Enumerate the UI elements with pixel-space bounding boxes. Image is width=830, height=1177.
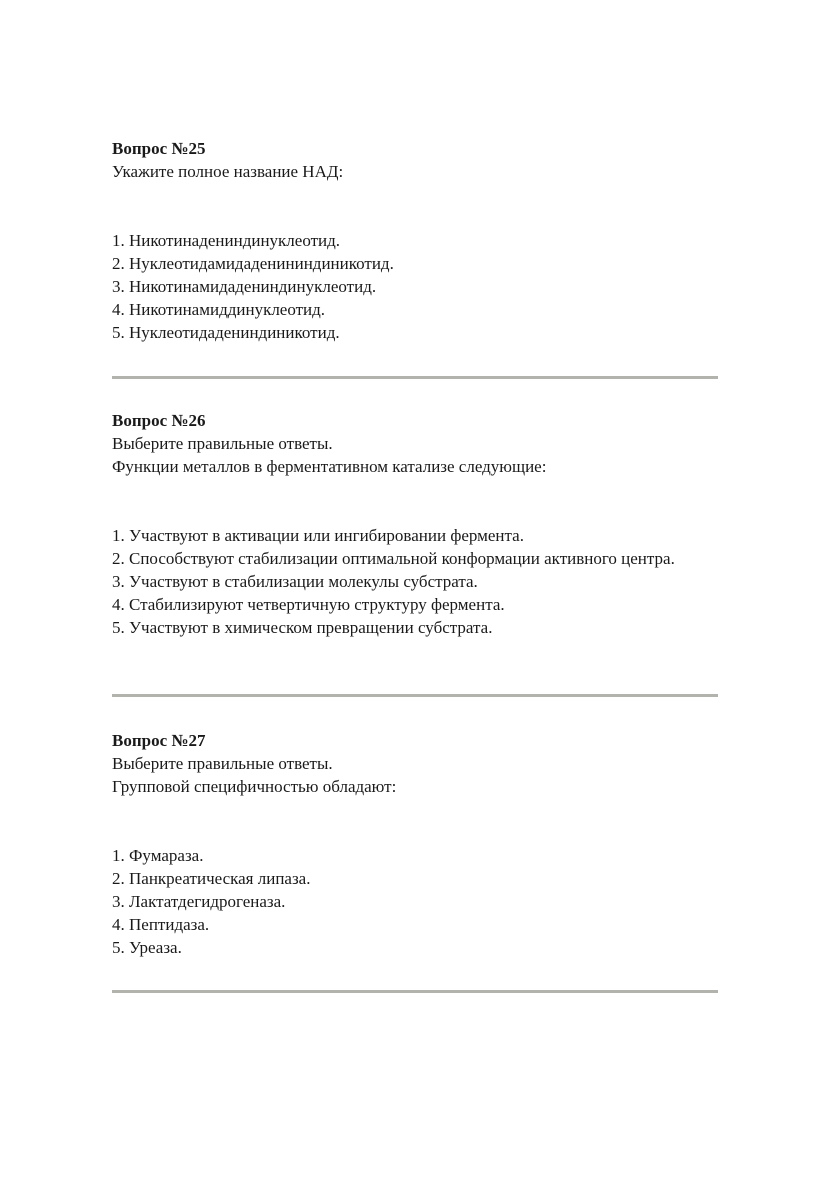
answer-option: 1. Фумараза. [112,846,204,865]
answer-option: 3. Лактатдегидрогеназа. [112,892,286,911]
answer-options [112,524,722,639]
answer-options [112,229,722,344]
answer-option: 3. Участвуют в стабилизации молекулы субстрата. [112,572,478,591]
question-prompt: Выберите правильные ответы. [112,434,333,453]
question-25 [112,137,722,344]
section-divider [112,694,718,697]
answer-option: 2. Способствуют стабилизации оптимальной конформации активного центра. [112,549,675,568]
question-title: Вопрос №25 [112,139,206,158]
section-divider [112,376,718,379]
answer-option: 4. Стабилизируют четвертичную структуру фермента. [112,595,505,614]
question-prompt: Укажите полное название НАД: [112,162,344,181]
question-prompt: Выберите правильные ответы. [112,754,333,773]
answer-option: 5. Уреаза. [112,938,182,957]
question-prompt: Функции металлов в ферментативном катализе следующие: [112,457,547,476]
answer-option: 5. Нуклеотидадениндиникотид. [112,323,340,342]
question-title: Вопрос №26 [112,411,206,430]
answer-options [112,844,722,959]
answer-option: 2. Нуклеотидамидаденининдиникотид. [112,254,394,273]
answer-option: 3. Никотинамидадениндинуклеотид. [112,277,377,296]
answer-option: 2. Панкреатическая липаза. [112,869,311,888]
answer-option: 4. Никотинамиддинуклеотид. [112,300,326,319]
answer-option: 5. Участвуют в химическом превращении субстрата. [112,618,493,637]
question-26 [112,409,722,639]
answer-option: 1. Участвуют в активации или ингибировании фермента. [112,526,524,545]
question-prompt: Групповой специфичностью обладают: [112,777,397,796]
question-27 [112,729,722,959]
answer-option: 1. Никотинадениндинуклеотид. [112,231,341,250]
answer-option: 4. Пептидаза. [112,915,210,934]
question-title: Вопрос №27 [112,731,206,750]
section-divider [112,990,718,993]
